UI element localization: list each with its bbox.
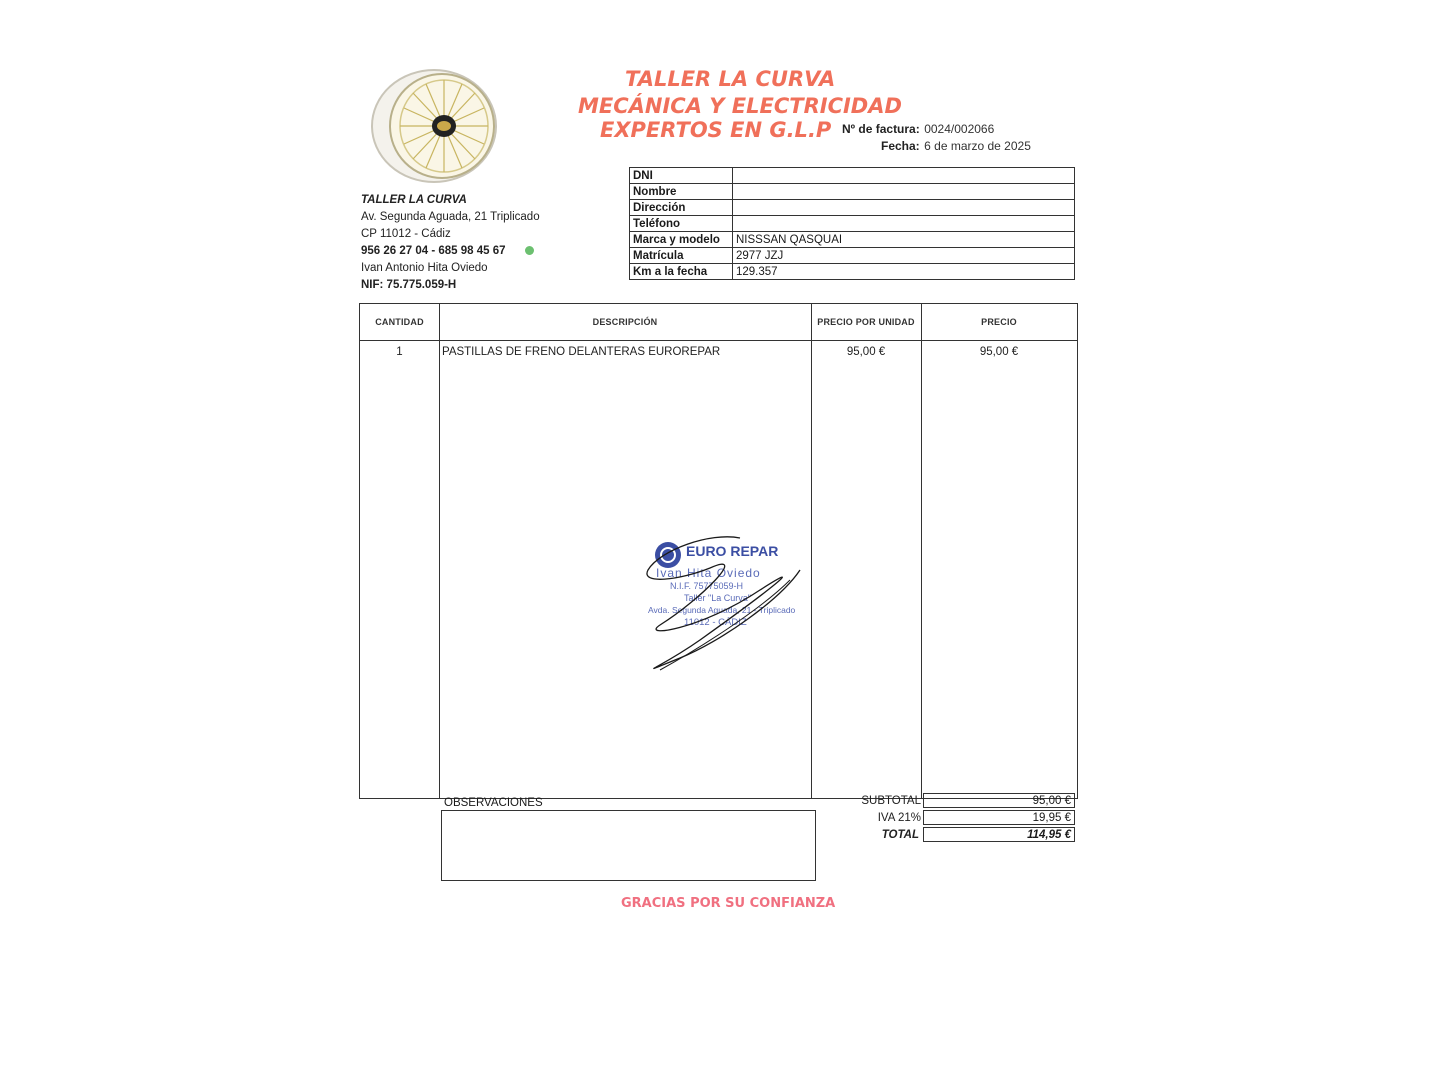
stamp-name: Ivan Hita Oviedo	[656, 566, 761, 580]
client-row	[630, 184, 1075, 200]
client-field-value	[733, 168, 1075, 184]
col-header-qty: CANTIDAD	[375, 317, 424, 327]
client-field-label: Nombre	[630, 184, 733, 200]
stamp-nif: N.I.F. 75775059-H	[670, 581, 744, 591]
client-field-value: 2977 JZJ	[733, 248, 1075, 264]
business-nif	[361, 279, 456, 291]
business-nif-text: NIF: 75.775.059-H	[361, 279, 457, 291]
thanks-message: GRACIAS POR SU CONFIANZA	[621, 896, 836, 911]
item-unit-price: 95,00 €	[846, 346, 886, 358]
client-row	[630, 264, 1075, 280]
total-label: TOTAL	[881, 829, 919, 841]
signature	[640, 530, 810, 680]
total-value: 114,95 €	[923, 827, 1075, 842]
business-owner: Ivan Antonio Hita Oviedo	[361, 262, 488, 274]
iva-value: 19,95 €	[923, 810, 1075, 825]
header-title-line3: EXPERTOS EN G.L.P	[600, 118, 832, 142]
client-field-label: Km a la fecha	[630, 264, 733, 280]
client-field-label: Dirección	[630, 200, 733, 216]
invoice-date-value: 6 de marzo de 2025	[924, 139, 1031, 153]
client-field-label: DNI	[630, 168, 733, 184]
subtotal-label: SUBTOTAL	[861, 795, 921, 807]
client-field-label: Marca y modelo	[630, 232, 733, 248]
client-row	[630, 216, 1075, 232]
stamp-address: Avda. Segunda Aguada, 21 - Triplicado	[648, 605, 796, 615]
business-address: Av. Segunda Aguada, 21 Triplicado	[361, 211, 540, 223]
client-row	[630, 200, 1075, 216]
client-row	[630, 248, 1075, 264]
header-title-line1: TALLER LA CURVA	[625, 67, 836, 91]
client-field-label: Teléfono	[630, 216, 733, 232]
invoice-number-label: Nº de factura:	[842, 122, 920, 136]
business-phones	[361, 245, 534, 257]
client-field-value	[733, 216, 1075, 232]
observations-box	[441, 810, 816, 881]
invoice-number-row	[842, 120, 994, 138]
wheel-logo	[362, 66, 504, 184]
item-price: 95,00 €	[979, 346, 1019, 358]
whatsapp-icon	[525, 246, 534, 255]
col-header-price: PRECIO	[981, 317, 1017, 327]
client-field-value	[733, 200, 1075, 216]
stamp-city: 11012 - CÁDIZ	[684, 617, 747, 628]
company-stamp	[640, 530, 810, 680]
subtotal-value: 95,00 €	[923, 793, 1075, 808]
client-row	[630, 168, 1075, 184]
business-postal: CP 11012 - Cádiz	[361, 228, 451, 240]
client-row	[630, 232, 1075, 248]
client-table	[629, 167, 1075, 280]
invoice-date-label: Fecha:	[881, 139, 920, 153]
stamp-brand: EURO REPAR	[686, 543, 779, 559]
business-name: TALLER LA CURVA	[361, 194, 467, 206]
stamp-shop: Taller "La Curva"	[684, 593, 751, 603]
col-header-desc: DESCRIPCIÓN	[592, 317, 658, 327]
client-field-value: NISSSAN QASQUAI	[733, 232, 1075, 248]
item-desc: PASTILLAS DE FRENO DELANTERAS EUROREPAR	[442, 346, 721, 358]
item-qty: 1	[396, 346, 403, 358]
client-field-value: 129.357	[733, 264, 1075, 280]
invoice-date-row	[881, 137, 1031, 155]
iva-label: IVA 21%	[877, 812, 921, 824]
observations-label: OBSERVACIONES	[444, 797, 543, 809]
client-field-value	[733, 184, 1075, 200]
header-title-line2: MECÁNICA Y ELECTRICIDAD	[578, 94, 902, 118]
invoice-number-value: 0024/002066	[924, 122, 995, 136]
col-header-unit-price: PRECIO POR UNIDAD	[817, 317, 915, 327]
business-phones-text: 956 26 27 04 - 685 98 45 67	[361, 245, 506, 257]
client-field-label: Matrícula	[630, 248, 733, 264]
